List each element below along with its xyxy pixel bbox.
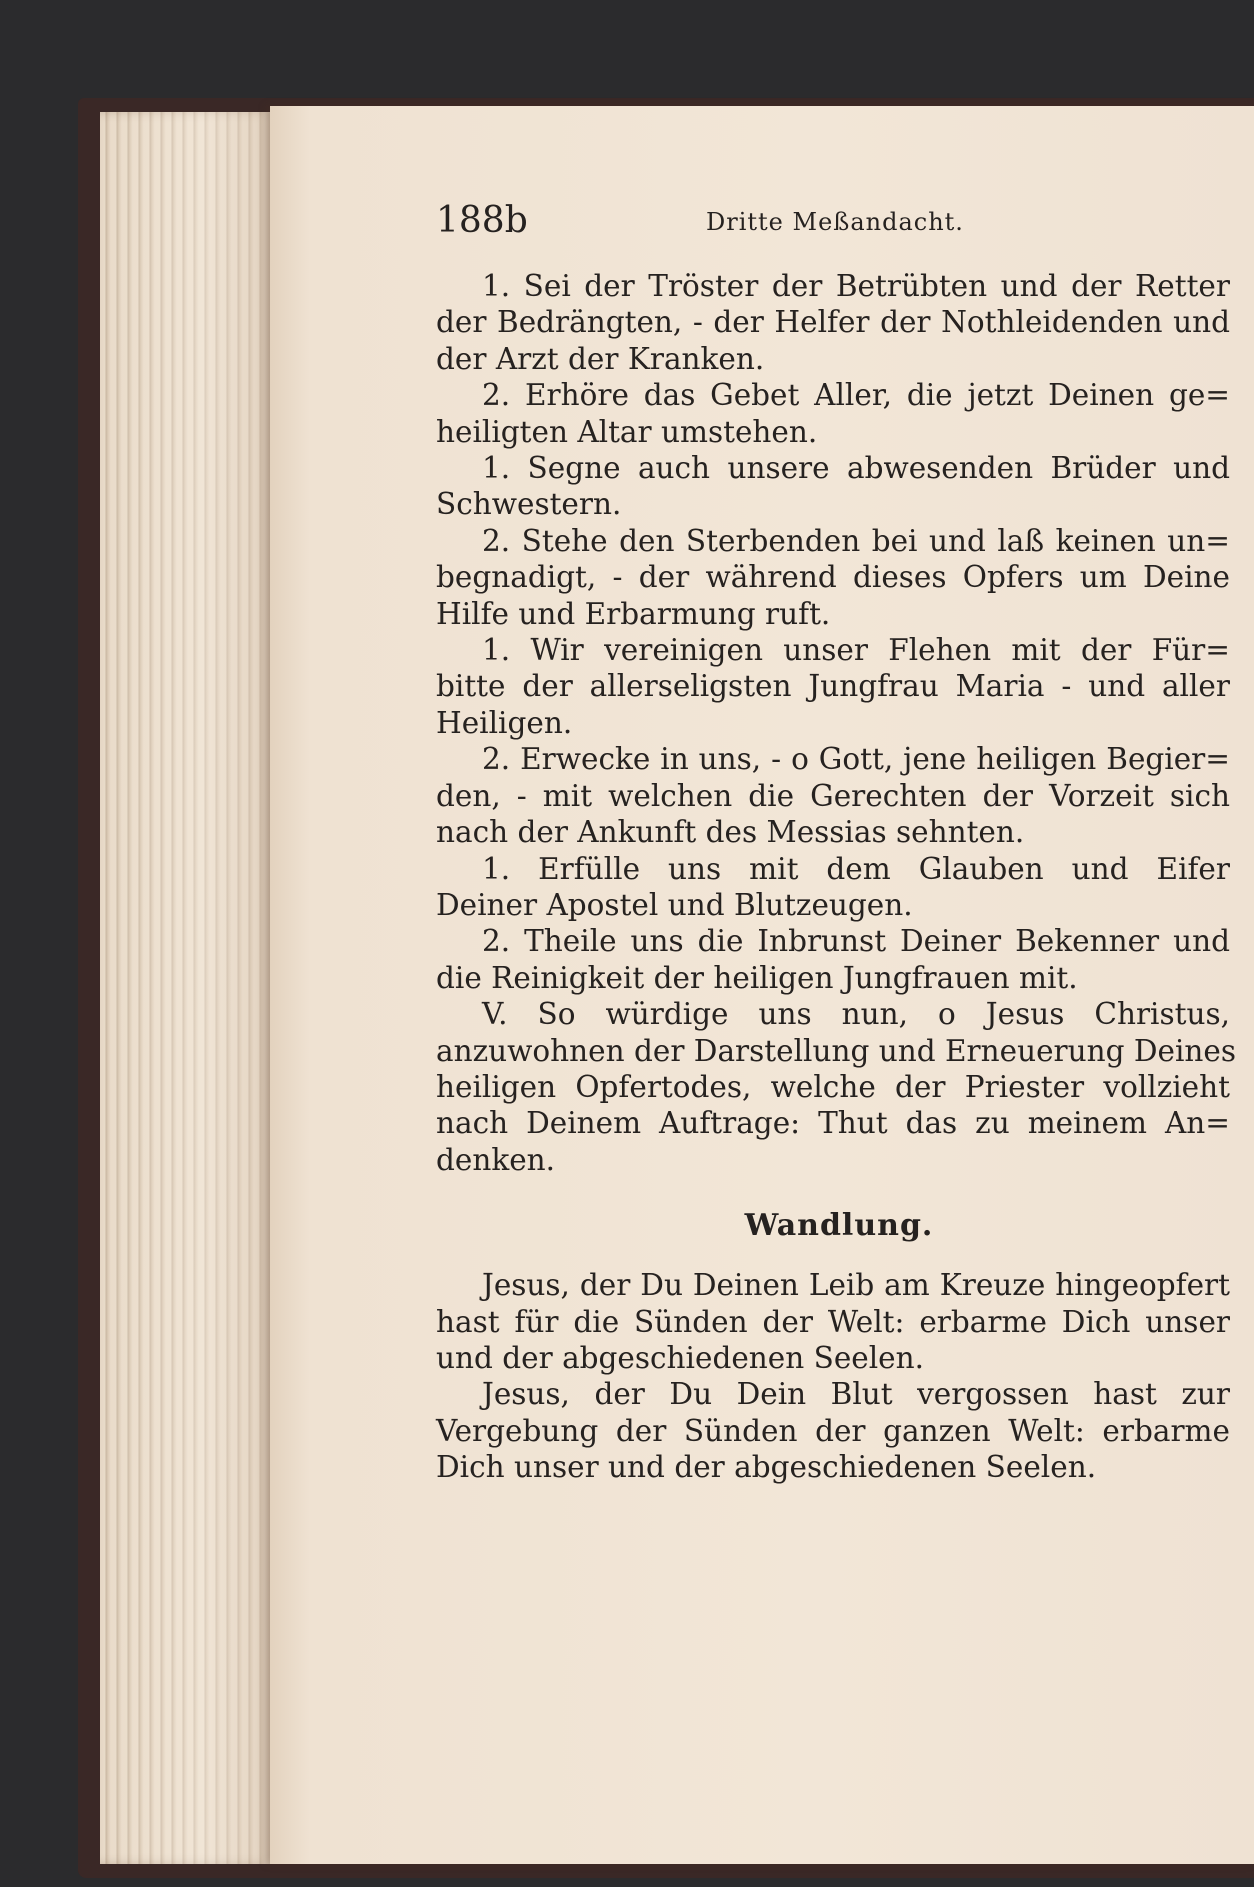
- page-edges-shading: [100, 112, 272, 1864]
- text-line: 1. Segne auch unsere abwesenden Brüder und: [482, 451, 1230, 486]
- text-line: V. So würdige uns nun, o Jesus Christus,: [482, 997, 1230, 1032]
- text-line: Jesus, der Du Deinen Leib am Kreuze hingeopfert: [482, 1268, 1230, 1303]
- text-line: heiligen Opfertodes, welche der Priester vollzieht: [436, 1069, 1230, 1104]
- text-line: Dich unser und der abgeschiedenen Seelen.: [436, 1450, 1097, 1485]
- text-line: der Arzt der Kranken.: [436, 341, 765, 376]
- consecration-prayers: [436, 1267, 1230, 1485]
- text-line: Jesus, der Du Dein Blut vergossen hast zur: [482, 1377, 1230, 1412]
- text-line: 2. Erwecke in uns, - o Gott, jene heiligen Begier=: [482, 742, 1230, 777]
- text-line: denken.: [436, 1142, 556, 1177]
- text-line: 2. Erhöre das Gebet Aller, die jetzt Deinen ge=: [482, 378, 1230, 413]
- running-head: Dritte Meßandacht.: [706, 208, 964, 236]
- text-line: die Reinigkeit der heiligen Jungfrauen mit.: [436, 960, 1078, 995]
- paragraph: [436, 1376, 1230, 1485]
- paragraph: [436, 377, 1230, 450]
- text-line: bitte der allerseligsten Jungfrau Maria - und aller: [436, 669, 1230, 704]
- paragraph: [436, 923, 1230, 996]
- paragraph: [436, 996, 1237, 1178]
- paragraph: [436, 1267, 1230, 1376]
- section-heading: Wandlung.: [744, 1208, 934, 1244]
- text-line: Heiligen.: [436, 705, 573, 740]
- text-line: Deiner Apostel und Blutzeugen.: [436, 887, 913, 922]
- text-line: begnadigt, - der während dieses Opfers um Deine: [436, 560, 1230, 595]
- paragraph: [436, 450, 1230, 523]
- text-line: Vergebung der Sünden der ganzen Welt: erbarme: [436, 1413, 1230, 1448]
- text-line: 2. Stehe den Sterbenden bei und laß keinen un=: [482, 523, 1230, 558]
- text-line: nach der Ankunft des Messias sehnten.: [436, 815, 1025, 850]
- page-text: [436, 196, 1237, 1486]
- text-line: Hilfe und Erbarmung ruft.: [436, 596, 831, 631]
- text-line: den, - mit welchen die Gerechten der Vorzeit sich: [436, 778, 1230, 813]
- text-line: heiligten Altar umstehen.: [436, 414, 818, 449]
- text-line: nach Deinem Auftrage: Thut das zu meinem An=: [436, 1106, 1230, 1141]
- text-line: anzuwohnen der Darstellung und Erneuerung Deines: [436, 1033, 1237, 1068]
- paragraph: [436, 851, 1230, 924]
- text-line: und der abgeschiedenen Seelen.: [436, 1340, 925, 1375]
- text-line: Schwestern.: [436, 487, 622, 522]
- prayer-verses: [436, 268, 1237, 1178]
- page-number: 188b: [436, 200, 528, 241]
- paragraph: [436, 523, 1230, 632]
- text-line: der Bedrängten, - der Helfer der Nothleidenden und: [436, 305, 1230, 340]
- text-line: 2. Theile uns die Inbrunst Deiner Bekenner und: [482, 924, 1230, 959]
- paragraph: [436, 632, 1230, 741]
- paragraph: [436, 741, 1230, 850]
- text-line: hast für die Sünden der Welt: erbarme Dich unser: [436, 1304, 1230, 1339]
- text-line: 1. Sei der Tröster der Betrübten und der Retter: [482, 269, 1230, 303]
- text-line: 1. Wir vereinigen unser Flehen mit der Für=: [482, 633, 1230, 668]
- paragraph: [436, 268, 1230, 377]
- page-header: [436, 196, 1230, 246]
- text-line: 1. Erfülle uns mit dem Glauben und Eifer: [482, 851, 1230, 886]
